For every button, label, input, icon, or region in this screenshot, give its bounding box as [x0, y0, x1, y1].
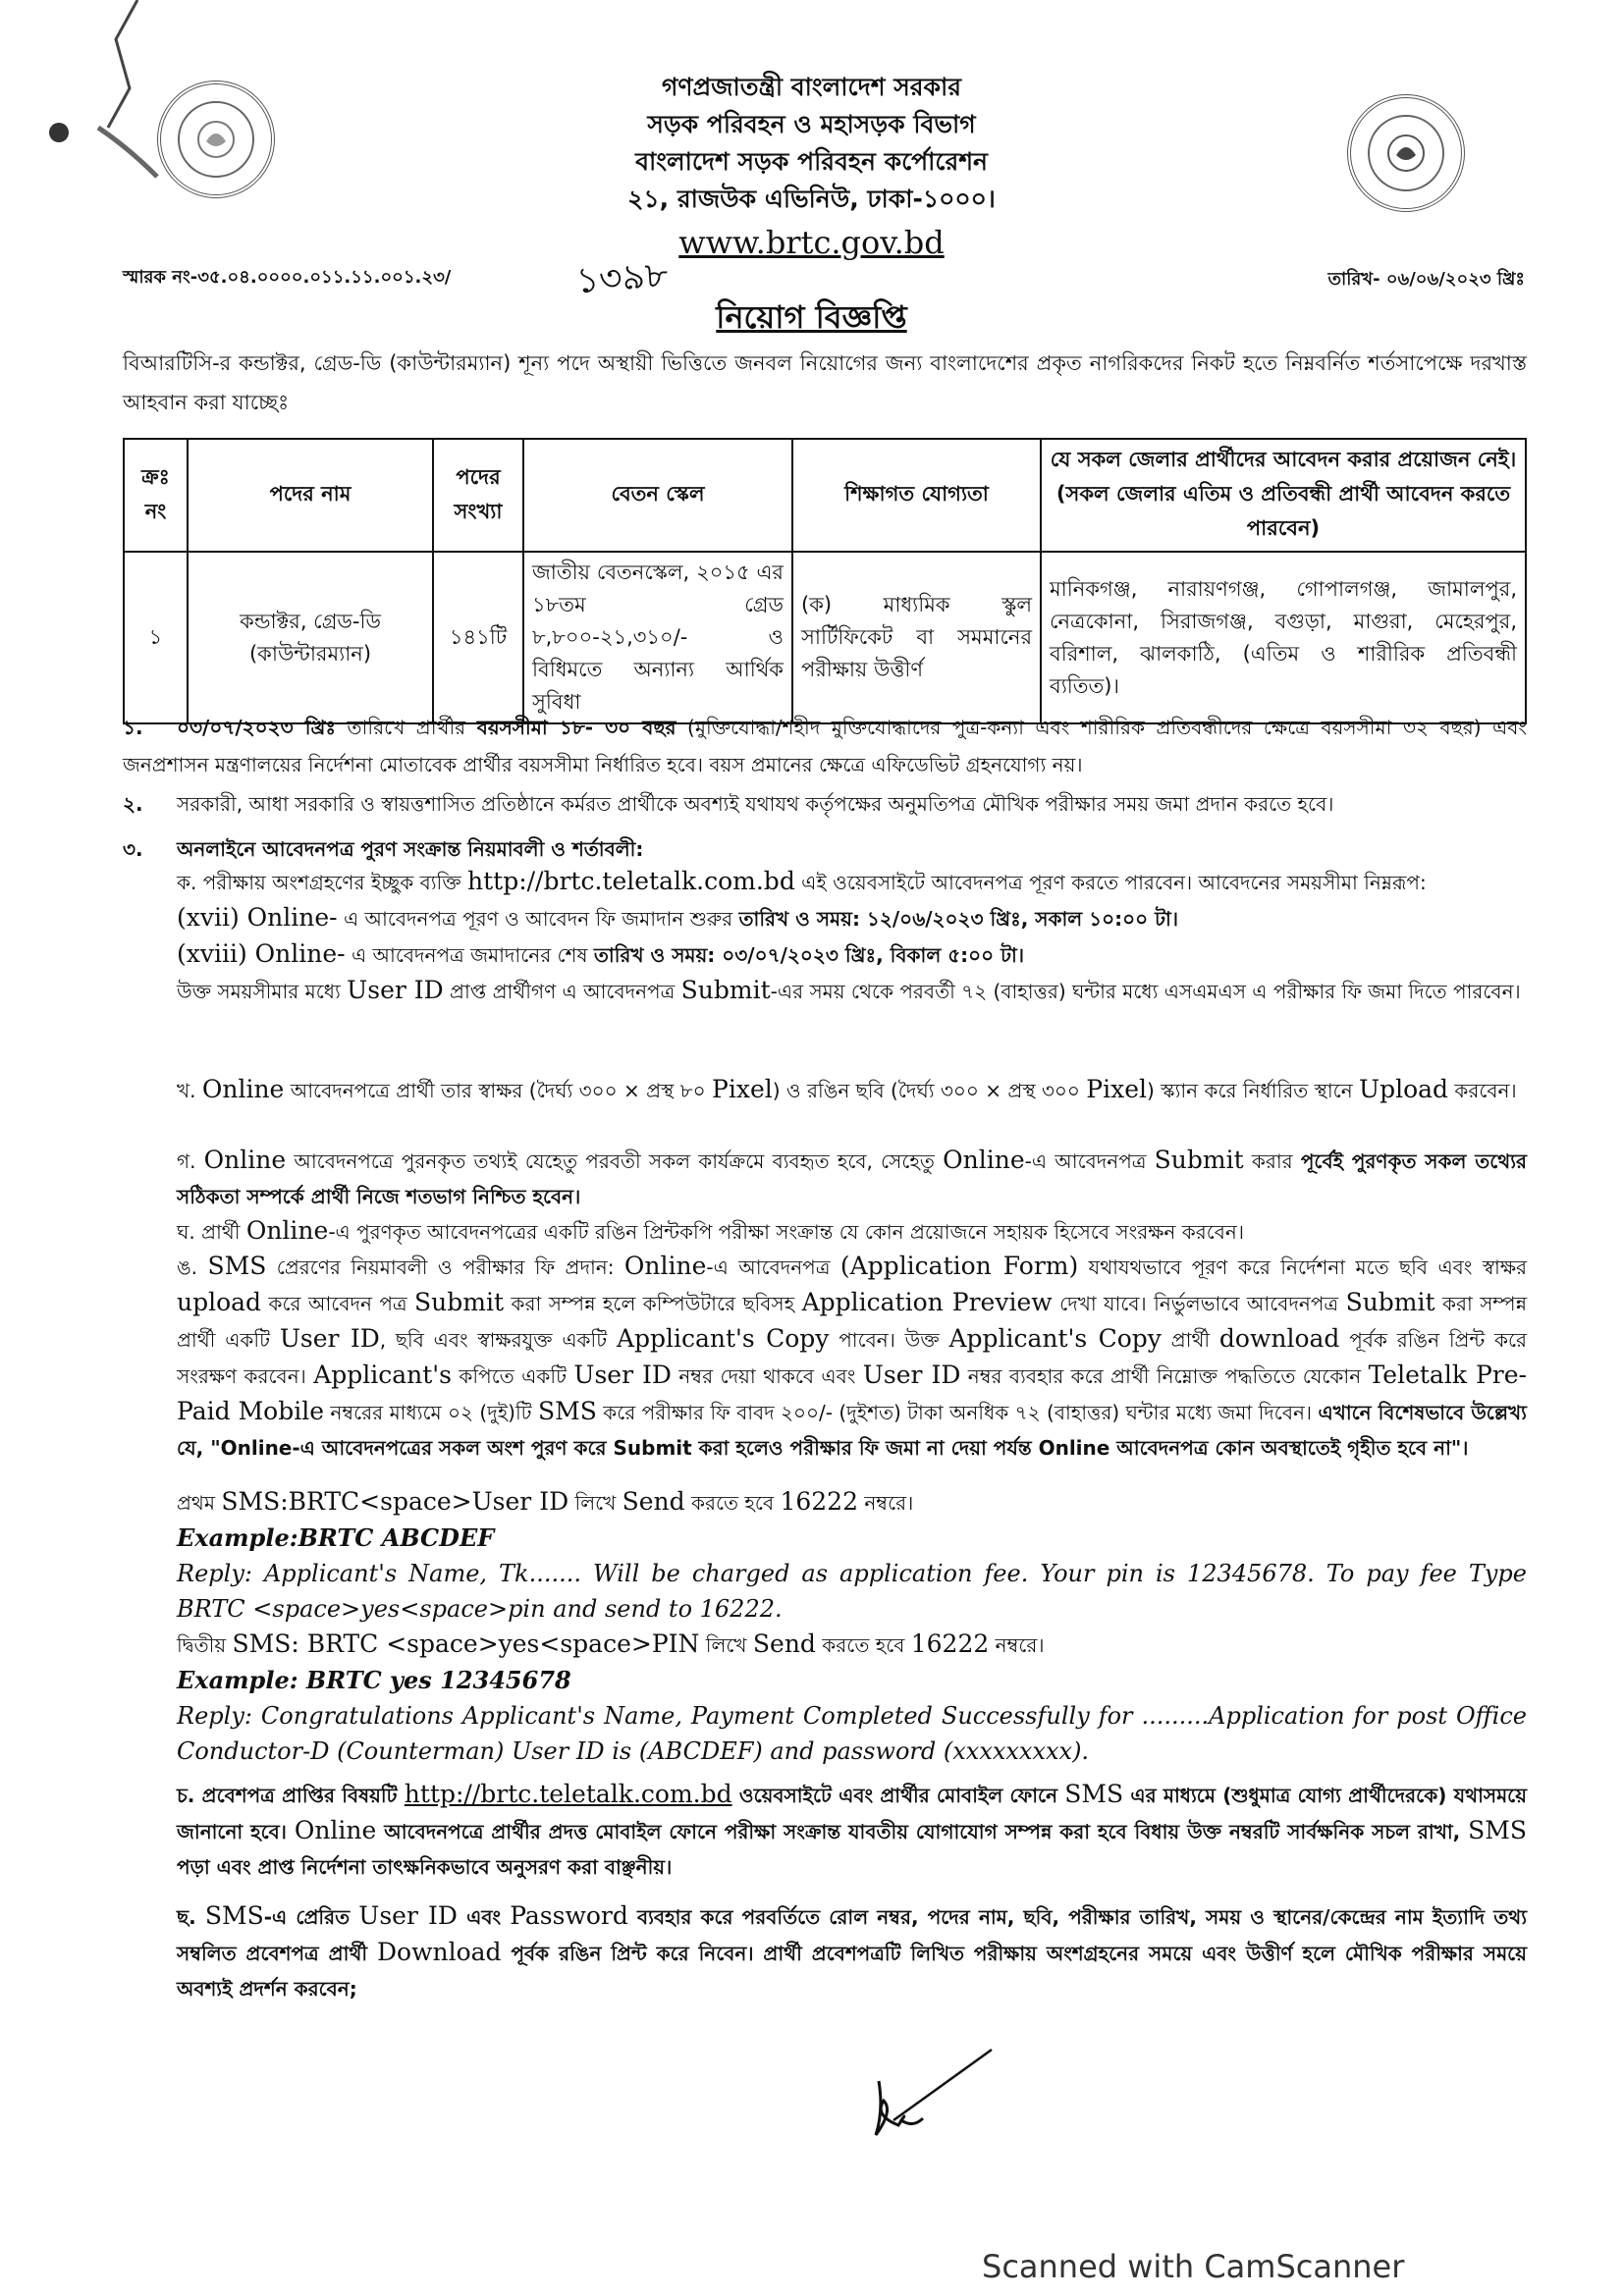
uma-application-preview: Application Preview — [801, 1288, 1053, 1316]
clause-gha-label: ঘ. প্রার্থী — [177, 1220, 246, 1244]
website-link[interactable]: www.brtc.gov.bd — [678, 224, 945, 261]
clause-chha — [177, 1898, 1527, 2006]
fee-window-text: উক্ত সময়সীমার মধ্যে — [177, 980, 348, 1003]
header-line-3: বাংলাদেশ সড়ক পরিবহন কর্পোরেশন — [635, 147, 988, 176]
clause-chha-label: ছ. — [177, 1905, 205, 1929]
clause-cha — [177, 1777, 1527, 1885]
cell-serial: ১ — [124, 552, 188, 723]
sms-example-1: Example:BRTC ABCDEF — [177, 1523, 495, 1552]
uma-text-10: প্রার্থী — [1161, 1328, 1219, 1352]
table-header-row — [124, 439, 1526, 552]
notice-date: তারিখ- ০৬/০৬/২০২৩ খ্রিঃ — [1327, 269, 1525, 290]
uma-upload: upload — [177, 1288, 262, 1316]
uma-text-4: করে আবেদন পত্র — [261, 1292, 415, 1315]
ga-text-2: -এ আবেদনপত্র — [1024, 1149, 1155, 1173]
clause-ka-intro — [177, 864, 1527, 900]
fee-window-text-2: প্রাপ্ত প্রার্থীগণ এ আবেদনপত্র — [443, 980, 681, 1003]
cha-text-4: পড়া এবং প্রাপ্ত নির্দেশনা তাৎক্ষনিকভাবে অনুসরণ করা বাঞ্ছনীয়। — [177, 1855, 673, 1879]
condition-1 — [123, 709, 1527, 783]
clause-kha-label: খ. — [177, 1079, 202, 1102]
uma-userid: User ID — [279, 1324, 380, 1353]
kha-pixel: Pixel — [712, 1075, 773, 1103]
intro-paragraph: বিআরটিসি-র কন্ডাক্টর, গ্রেড-ডি (কাউন্টারম্যান) শূন্য পদে অস্থায়ী ভিত্তিতে জনবল নিয়োগের জন্য বাংলাদেশের প্রকৃত নাগরিকদের নিকট হতে নিম্নবর্নিত শর্তসাপেক্ষে দরখাস্ত আহবান করা যাচ্ছেঃ — [123, 351, 1527, 414]
clause-gha — [177, 1213, 1527, 1250]
scan-mark — [39, 0, 177, 196]
sms-first-text-2: করতে হবে — [684, 1491, 781, 1515]
uma-userid-2: User ID — [573, 1361, 672, 1389]
clause-ka-text-2: এই ওয়েবসাইটে আবেদনপত্র পূরণ করতে পারবেন। আবেদনের সময়সীমা নিম্নরূপ: — [794, 871, 1427, 894]
schedule-start-label: (xvii) Online- — [177, 903, 338, 932]
schedule-start — [177, 900, 1527, 936]
uma-text-9: পাবেন। উক্ত — [829, 1328, 949, 1352]
clause-uma — [177, 1249, 1527, 1466]
fee-window-submit: Submit — [680, 976, 771, 1004]
uma-download: download — [1218, 1324, 1340, 1353]
age-reference-date: ০৩/০৭/২০২৩ খ্রিঃ — [177, 716, 337, 739]
sms-first-text-3: নম্বরে। — [858, 1491, 914, 1515]
fee-window-text-3: -এর সময় থেকে পরবর্তী ৭২ (বাহাত্তর) ঘন্টার মধ্যে এসএমএস এ পরীক্ষার ফি জমা দিতে পারবেন। — [770, 980, 1521, 1003]
government-seal-left — [157, 80, 275, 198]
condition-2-number: ২. — [123, 792, 143, 816]
cell-excluded-districts: মানিকগঞ্জ, নারায়ণগঞ্জ, গোপালগঞ্জ, জামালপুর, নেত্রকোনা, সিরাজগঞ্জ, বগুড়া, মাগুরা, মেহেরপুর, বরিশাল, ঝালকাঠি, (এতিম ও শারীরিক প্রতিবন্ধী ব্যতিত)। — [1041, 552, 1526, 723]
fee-window-userid: User ID — [347, 976, 444, 1004]
cha-sms-2: SMS — [1468, 1816, 1527, 1844]
sms-second-text: লিখে — [699, 1633, 753, 1657]
uma-sms-2: SMS — [537, 1397, 597, 1425]
fee-window — [177, 973, 1527, 1009]
cell-qualification: (ক) মাধ্যমিক স্কুল সার্টিফিকেট বা সমমানের পরীক্ষায় উত্তীর্ণ — [792, 552, 1041, 723]
schedule-start-text: এ আবেদনপত্র পূরণ ও আবেদন ফি জমাদান শুরুর — [337, 907, 739, 931]
notice-title: নিয়োগ বিজ্ঞপ্তি — [716, 298, 907, 336]
uma-text-7: করা সম্পন্ন প্রার্থী একটি — [177, 1292, 1528, 1352]
sms-example-2: Example: BRTC yes 12345678 — [177, 1666, 571, 1694]
camscanner-watermark: Scanned with CamScanner — [982, 2248, 1405, 2285]
post-table — [123, 438, 1527, 724]
uma-userid-3: User ID — [862, 1361, 961, 1389]
cha-sms: SMS — [1064, 1780, 1124, 1808]
chha-text-2: এবং — [457, 1905, 511, 1929]
uma-text-12: কপিতে একটি — [452, 1364, 574, 1388]
kha-text-4: করবেন। — [1448, 1079, 1517, 1102]
uma-online: Online — [623, 1252, 707, 1280]
teletalk-link[interactable]: http://brtc.teletalk.com.bd — [467, 867, 795, 895]
col-scale: বেতন স্কেল — [523, 439, 792, 552]
sms-instructions — [177, 1484, 1527, 1769]
sms-first-text: লিখে — [568, 1491, 622, 1515]
kha-text-2: ) ও রঙিন ছবি (দৈর্ঘ্য ৩০০ × প্রস্থ ৩০০ — [772, 1079, 1087, 1102]
uma-text-3: যথাযথভাবে পূরণ করে নির্দেশনা মতে ছবি এবং স্বাক্ষর — [1078, 1255, 1528, 1279]
ga-online-2: Online — [943, 1146, 1025, 1174]
col-count: পদের সংখ্যা — [433, 439, 523, 552]
chha-userid: User ID — [358, 1901, 458, 1930]
uma-text-6: দেখা যাবে। নির্ভুলভাবে আবেদনপত্র — [1052, 1292, 1346, 1315]
clause-ga-label: গ. — [177, 1149, 204, 1173]
schedule-start-date: তারিখ ও সময়: ১২/০৬/২০২৩ খ্রিঃ, সকাল ১০:০০ টা। — [738, 907, 1178, 931]
sms-second-format: SMS: BRTC <space>yes<space>PIN — [232, 1629, 700, 1658]
clause-cha-label: চ. প্রবেশপত্র প্রাপ্তির বিষয়টি — [177, 1784, 405, 1807]
ga-text: আবেদনপত্রে পুরনকৃত তথ্যই যেহেতু পরবতী সকল কার্যক্রমে ব্যবহৃত হবে, সেহেতু — [286, 1149, 944, 1173]
clause-uma-label: ঙ. — [177, 1255, 208, 1279]
chha-sms: SMS — [204, 1901, 264, 1930]
condition-3-heading — [123, 830, 1527, 868]
col-serial: ক্রঃ নং — [124, 439, 188, 552]
schedule-end-label: (xviii) Online- — [177, 939, 346, 968]
clause-kha — [177, 1072, 1527, 1108]
schedule-end-date: তারিখ ও সময়: ০৩/০৭/২০২৩ খ্রিঃ, বিকাল ৫:০০ টা। — [593, 943, 1024, 967]
sms-second — [177, 1627, 1527, 1663]
chha-text-3: ব্যবহার করে পরবর্তিতে রোল নম্বর, পদের নাম, ছবি, পরীক্ষার তারিখ, সময় ও স্থানের/কেন্দ্রের নাম ইত্যাদি তথ্য সম্বলিত প্রবেশপত্র প্রার্থী — [177, 1905, 1528, 1965]
chha-text-4: পূর্বক রঙিন প্রিন্ট করে নিবেন। প্রার্থী প্রবেশপত্রটি লিখিত পরীক্ষায় অংশগ্রহনের সময়ে এবং উত্তীর্ণ হলে মৌখিক পরীক্ষার সময়ে অবশ্যই প্রদর্শন করবেন; — [177, 1942, 1527, 2001]
header-line-1: গণপ্রজাতন্ত্রী বাংলাদেশ সরকার — [662, 73, 961, 101]
chha-text: -এ প্রেরিত — [263, 1905, 359, 1929]
uma-text-14: নম্বর ব্যবহার করে প্রার্থী নিম্নোক্ত পদ্ধতিতে যেকোন — [960, 1364, 1369, 1388]
cha-text: ওয়েবসাইটে এবং প্রার্থীর মোবাইল ফোনে — [731, 1784, 1065, 1807]
sms-second-number: 16222 — [910, 1629, 990, 1658]
kha-text-3: ) স্ক্যান করে নির্ধারিত স্থানে — [1147, 1079, 1359, 1102]
ga-text-bold: পূর্বেই পুরণকৃত সকল তথ্যের সঠিকতা সম্পর্কে প্রার্থী নিজে শতভাগ নিশ্চিত হবেন। — [177, 1149, 1527, 1208]
memo-handwritten-number: ১৩৯৮ — [574, 254, 670, 302]
kha-upload: Upload — [1359, 1075, 1449, 1103]
ga-online: Online — [203, 1146, 287, 1174]
uma-text-13: নম্বর দেয়া থাকবে এবং — [671, 1364, 863, 1388]
kha-online: Online — [201, 1075, 285, 1103]
sms-reply-1: Reply: Applicant's Name, Tk....... Will be charged as application fee. Your pin is 12345678. To pay fee Type BRTC <space>yes<space>pin and send to 16222. — [177, 1560, 1527, 1623]
condition-1-text: তারিখে প্রার্থীর — [336, 716, 477, 739]
sms-reply-2: Reply: Congratulations Applicant's Name, Payment Completed Successfully for .........Application for post Office Conductor-D (Counterman) User ID is (ABCDEF) and password (xxxxxxxxx). — [177, 1702, 1527, 1765]
uma-text-5: করা সম্পন্ন হলে কম্পিউটারে ছবিসহ — [504, 1292, 802, 1315]
condition-1-number: ১. — [123, 716, 143, 739]
uma-text-2: -এ আবেদনপত্র — [706, 1255, 840, 1279]
uma-text-8: , ছবি এবং স্বাক্ষরযুক্ত একটি — [379, 1328, 617, 1352]
uma-applicant-copy: Applicant's Copy — [616, 1324, 830, 1353]
cha-text-2: এর মাধ্যমে (শুধুমাত্র যোগ্য প্রার্থীদেরকে) যথাসময়ে জানানো হবে। — [177, 1784, 1527, 1843]
ga-text-3: করার — [1243, 1149, 1301, 1173]
clause-ga — [177, 1143, 1527, 1214]
cell-post: কন্ডাক্টর, গ্রেড-ডি (কাউন্টারম্যান) — [188, 552, 433, 723]
uma-application-form: (Application Form) — [839, 1252, 1079, 1280]
chha-password: Password — [510, 1901, 628, 1930]
schedule-end — [177, 936, 1527, 973]
uma-text: প্রেরণের নিয়মাবলী ও পরীক্ষার ফি প্রদান: — [266, 1255, 624, 1279]
ga-submit: Submit — [1154, 1146, 1244, 1174]
cell-count: ১৪১টি — [433, 552, 523, 723]
gha-text: -এ পুরণকৃত আবেদনপত্রের একটি রঙিন প্রিন্টকপি পরীক্ষা সংক্রান্ত যে কোন প্রয়োজনে সহায়ক হিসেবে সংরক্ষন করবেন। — [328, 1220, 1244, 1244]
sms-second-text-2: করতে হবে — [815, 1633, 911, 1657]
uma-applicants: Applicant's — [313, 1361, 452, 1389]
uma-text-16: করে পরীক্ষার ফি বাবদ ২০০/- (দুইশত) টাকা অনধিক ৭২ (বাহাত্তর) ঘন্টার মধ্যে জমা দিবেন। — [596, 1401, 1319, 1424]
cha-text-3: আবেদনপত্রে প্রার্থীর প্রদত্ত মোবাইল ফোনে পরীক্ষা সংক্রান্ত যাবতীয় যোগাযোগ সম্পন্ন করা হবে বিধায় উক্ত নম্বরটি সার্বক্ষনিক সচল রাখা, — [376, 1820, 1469, 1843]
uma-text-15: নম্বরের মাধ্যমে ০২ (দুই)টি — [324, 1401, 538, 1424]
uma-teletalk-prepaid: Teletalk Pre-Paid Mobile — [177, 1361, 1527, 1425]
kha-pixel-2: Pixel — [1086, 1075, 1148, 1103]
clause-ka — [177, 864, 1527, 1009]
sms-second-send: Send — [752, 1629, 816, 1658]
brtc-seal-right — [1347, 94, 1465, 212]
teletalk-link-2[interactable]: http://brtc.teletalk.com.bd — [404, 1780, 732, 1808]
kha-text: আবেদনপত্রে প্রার্থী তার স্বাক্ষর (দৈর্ঘ্য ৩০০ × প্রস্থ ৮০ — [284, 1079, 713, 1102]
uma-submit-2: Submit — [1345, 1288, 1435, 1316]
header-line-4: ২১, রাজউক এভিনিউ, ঢাকা-১০০০। — [627, 185, 996, 213]
table-row — [124, 552, 1526, 723]
sms-second-text-3: নম্বরে। — [989, 1633, 1045, 1657]
uma-text-11: পূর্বক রঙিন প্রিন্ট করে সংরক্ষণ করবেন। — [177, 1328, 1528, 1388]
letterhead — [393, 69, 1230, 265]
sms-first-label: প্রথম — [177, 1491, 222, 1515]
memo-number: স্মারক নং-৩৫.০৪.০০০০.০১১.১১.০০১.২৩/ — [123, 267, 452, 288]
sms-first — [177, 1484, 1527, 1521]
uma-warning-bold: এখানে বিশেষভাবে উল্লেখ্য যে, "Online-এ আবেদনপত্রের সকল অংশ পুরণ করে Submit করা হলেও পরীক্ষার ফি জমা না দেয়া পর্যন্ত Online আবেদনপত্র কোন অবস্থাতেই গৃহীত হবে না"। — [177, 1401, 1527, 1460]
condition-3-number: ৩. — [123, 837, 143, 861]
sms-first-send: Send — [622, 1487, 685, 1516]
condition-3-title: অনলাইনে আবেদনপত্র পুরণ সংক্রান্ত নিয়মাবলী ও শর্তাবলী: — [177, 837, 644, 861]
header-line-2: সড়ক পরিবহন ও মহাসড়ক বিভাগ — [647, 110, 976, 138]
col-excluded-districts: যে সকল জেলার প্রার্থীদের আবেদন করার প্রয়োজন নেই। (সকল জেলার এতিম ও প্রতিবন্ধী প্রার্থী আবেদন করতে পারবেন) — [1041, 439, 1526, 552]
uma-applicant-copy-2: Applicant's Copy — [948, 1324, 1162, 1353]
clause-ka-text: ক. পরীক্ষায় অংশগ্রহণের ইচ্ছুক ব্যক্তি — [177, 871, 468, 894]
sms-first-format: SMS:BRTC<space>User ID — [221, 1487, 569, 1516]
chha-download: Download — [376, 1938, 502, 1966]
signature — [854, 2042, 1001, 2150]
sms-second-label: দ্বিতীয় — [177, 1633, 233, 1657]
gha-online: Online — [245, 1216, 329, 1245]
schedule-end-text: এ আবেদনপত্র জমাদানের শেষ — [345, 943, 594, 967]
uma-sms: SMS — [207, 1252, 267, 1280]
cell-scale: জাতীয় বেতনস্কেল, ২০১৫ এর ১৮তম গ্রেড ৮,৮০০-২১,৩১০/- ও বিধিমতে অন্যান্য আর্থিক সুবিধা — [523, 552, 792, 723]
uma-submit: Submit — [414, 1288, 505, 1316]
condition-1-text-2: (মুক্তিযোদ্ধা/শহীদ মুক্তিযোদ্ধাদের পুত্র-কন্যা এবং শারীরিক প্রতিবন্ধীদের ক্ষেত্রে বয়সসীমা ৩২ বছর) এবং জনপ্রশাসন মন্ত্রণালয়ের নির্দেশনা মোতাবেক প্রার্থীর বয়সসীমা নির্ধারিত হবে। বয়স প্রমানের ক্ষেত্রে এফিডেভিট গ্রহনযোগ্য নয়। — [123, 716, 1527, 776]
condition-2 — [123, 785, 1527, 823]
reference-row — [123, 254, 1525, 302]
col-qualification: শিক্ষাগত যোগ্যতা — [792, 439, 1041, 552]
age-limit: বয়সসীমা ১৮- ৩০ বছর — [476, 716, 676, 739]
condition-2-text: সরকারী, আধা সরকারি ও স্বায়ত্তশাসিত প্রতিষ্ঠানে কর্মরত প্রার্থীকে অবশ্যই যথাযথ কর্তৃপক্ষের অনুমতিপত্র মৌখিক পরীক্ষার সময় জমা প্রদান করতে হবে। — [177, 792, 1334, 816]
col-post: পদের নাম — [188, 439, 433, 552]
sms-first-number: 16222 — [780, 1487, 858, 1516]
cha-online: Online — [294, 1816, 377, 1844]
